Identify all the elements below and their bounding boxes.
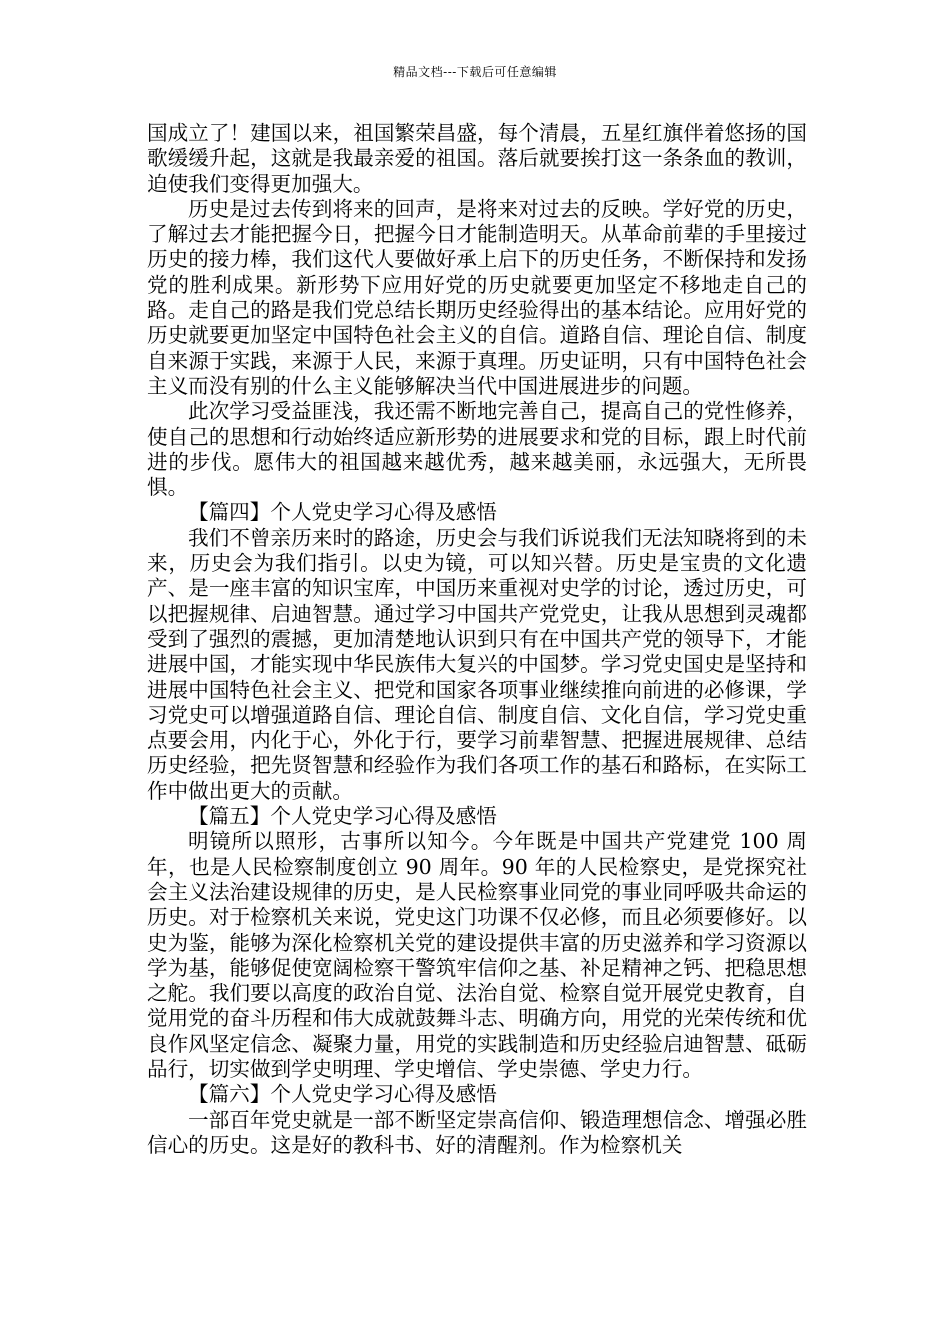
- paragraph-section-5: 明镜所以照形，古事所以知今。今年既是中国共产党建党 100 周年，也是人民检察制度创立 90 周年。90 年的人民检察史，是党探究社会主义法治建设规律的历史，是人民检察事业同党的事业同呼吸共命运的历史。对于检察机关来说，党史这门功课不仅必修，而且必须要修好。以史为鉴，能够为深化检察机关党的建设提供丰富的历史滋养和学习资源以学为基，能够促使宽阔检察干警筑牢信仰之基、补足精神之钙、把稳思想之舵。我们要以高度的政治自觉、法治自觉、检察自觉开展党史教育，自觉用党的奋斗历程和伟大成就鼓舞斗志、明确方向，用党的光荣传统和优良作风坚定信念、凝聚力量，用党的实践制造和历史经验启迪智慧、砥砺品行，切实做到学史明理、学史增信、学史崇德、学史力行。: [147, 829, 807, 1081]
- paragraph-continuation: 国成立了！建国以来，祖国繁荣昌盛，每个清晨，五星红旗伴着悠扬的国歌缓缓升起，这就是我最亲爱的祖国。落后就要挨打这一条条血的教训，迫使我们变得更加强大。: [147, 121, 807, 196]
- document-body: [147, 121, 807, 1158]
- paragraph-conclusion: 此次学习受益匪浅，我还需不断地完善自己，提高自己的党性修养，使自己的思想和行动始终适应新形势的进展要求和党的目标，跟上时代前进的步伐。愿伟大的祖国越来越优秀，越来越美丽，永远强大，无所畏惧。: [147, 399, 807, 500]
- paragraph-section-4: 我们不曾亲历来时的路途，历史会与我们诉说我们无法知晓将到的未来，历史会为我们指引。以史为镜，可以知兴替。历史是宝贵的文化遗产、是一座丰富的知识宝库，中国历来重视对史学的讨论，透过历史，可以把握规律、启迪智慧。通过学习中国共产党党史，让我从思想到灵魂都受到了强烈的震撼，更加清楚地认识到只有在中国共产党的领导下，才能进展中国，才能实现中华民族伟大复兴的中国梦。学习党史国史是坚持和进展中国特色社会主义、把党和国家各项事业继续推向前进的必修课，学习党史可以增强道路自信、理论自信、制度自信、文化自信，学习党史重点要会用，内化于心，外化于行，要学习前辈智慧、把握进展规律、总结历史经验，把先贤智慧和经验作为我们各项工作的基石和路标，在实际工作中做出更大的贡献。: [147, 525, 807, 803]
- page-header: 精品文档---下载后可任意编辑: [393, 65, 557, 79]
- section-heading-6: 【篇六】个人党史学习心得及感悟: [188, 1082, 497, 1107]
- section-heading-4: 【篇四】个人党史学习心得及感悟: [188, 500, 497, 525]
- paragraph-history: 历史是过去传到将来的回声，是将来对过去的反映。学好党的历史，了解过去才能把握今日，把握今日才能制造明天。从革命前辈的手里接过历史的接力棒，我们这代人要做好承上启下的历史任务，不断保持和发扬党的胜利成果。新形势下应用好党的历史就要更加坚定不移地走自己的路。走自己的路是我们党总结长期历史经验得出的基本结论。应用好党的历史就要更加坚定中国特色社会主义的自信。道路自信、理论自信、制度自来源于实践，来源于人民，来源于真理。历史证明，只有中国特色社会主义而没有别的什么主义能够解决当代中国进展进步的问题。: [147, 196, 807, 398]
- paragraph-section-6: 一部百年党史就是一部不断坚定崇高信仰、锻造理想信念、增强必胜信心的历史。这是好的教科书、好的清醒剂。作为检察机关: [147, 1107, 807, 1157]
- section-heading-5: 【篇五】个人党史学习心得及感悟: [188, 804, 497, 829]
